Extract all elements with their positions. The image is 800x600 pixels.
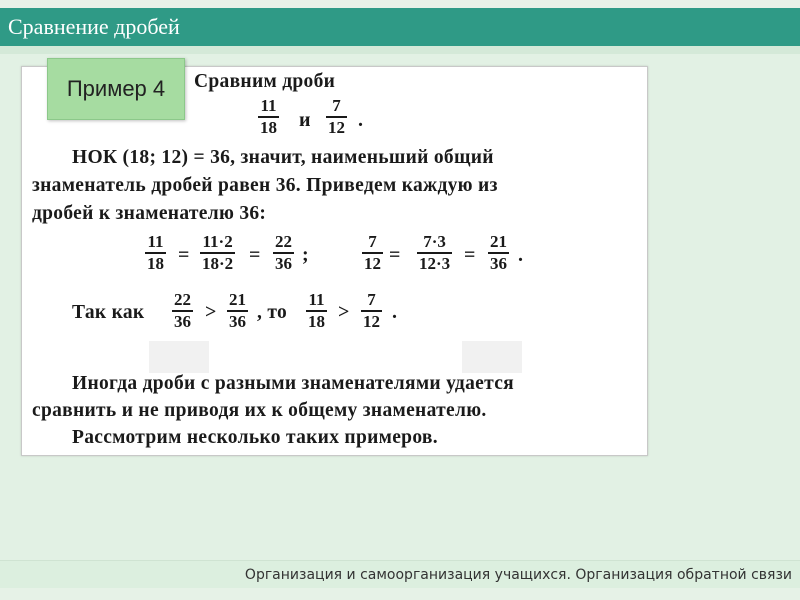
closing-line-3: Рассмотрим несколько таких примеров. <box>72 427 438 448</box>
fraction-numerator: 11 <box>147 232 164 251</box>
title-underband <box>0 46 800 54</box>
bottom-band <box>0 588 800 600</box>
greater-sign: > <box>205 301 217 323</box>
eq2-end: . <box>518 244 523 266</box>
since-fraction-2 <box>227 291 248 331</box>
fraction-numerator: 21 <box>490 232 507 251</box>
slide-title: Сравнение дробей <box>0 8 800 46</box>
fraction-denominator: 18 <box>260 118 277 137</box>
since-fraction-3 <box>306 291 327 331</box>
since-then: , то <box>257 302 288 323</box>
greater-sign: > <box>338 301 350 323</box>
fraction-denominator: 12·3 <box>419 254 451 273</box>
eq1-fraction-2 <box>200 233 235 273</box>
fraction-11-18 <box>258 97 279 137</box>
fraction-numerator: 7·3 <box>423 232 446 251</box>
eq2-fraction-1 <box>362 233 383 273</box>
faded-block <box>149 341 209 373</box>
nok-line-3: дробей к знаменателю 36: <box>32 203 267 224</box>
equals-sign: = <box>464 244 476 266</box>
fraction-denominator: 36 <box>174 312 191 331</box>
fraction-denominator: 36 <box>275 254 292 273</box>
fraction-numerator: 22 <box>275 232 292 251</box>
closing-line-1: Иногда дроби с разными знаменателями удается <box>72 373 515 394</box>
faded-block <box>462 341 522 373</box>
eq1-end: ; <box>302 244 309 266</box>
since-fraction-1 <box>172 291 193 331</box>
closing-line-2: сравнить и не приводя их к общему знаменателю. <box>32 400 487 421</box>
eq2-fraction-3 <box>488 233 509 273</box>
equals-sign: = <box>249 244 261 266</box>
fraction-denominator: 12 <box>328 118 345 137</box>
fraction-7-12 <box>326 97 347 137</box>
nok-line-2: знаменатель дробей равен 36. Приведем каждую из <box>32 175 498 196</box>
eq2-fraction-2 <box>417 233 452 273</box>
fraction-denominator: 18 <box>147 254 164 273</box>
eq1-fraction-1 <box>145 233 166 273</box>
nok-line-1: НОК (18; 12) = 36, значит, наименьший общий <box>72 147 494 168</box>
since-fraction-4 <box>361 291 382 331</box>
intro-period: . <box>358 109 363 131</box>
fraction-numerator: 11·2 <box>202 232 233 251</box>
fraction-numerator: 7 <box>332 96 341 115</box>
fraction-numerator: 22 <box>174 290 191 309</box>
since-end: . <box>392 301 397 323</box>
fraction-denominator: 18 <box>308 312 325 331</box>
fraction-numerator: 7 <box>367 290 376 309</box>
equals-sign: = <box>389 244 401 266</box>
textbook-excerpt-card <box>21 66 648 456</box>
footer-caption: Организация и самоорганизация учащихся. Организация обратной связи <box>0 560 800 588</box>
fraction-denominator: 18·2 <box>202 254 234 273</box>
fraction-denominator: 12 <box>364 254 381 273</box>
fraction-denominator: 12 <box>363 312 380 331</box>
fraction-denominator: 36 <box>490 254 507 273</box>
eq1-fraction-3 <box>273 233 294 273</box>
fraction-numerator: 11 <box>260 96 277 115</box>
fraction-denominator: 36 <box>229 312 246 331</box>
fraction-numerator: 21 <box>229 290 246 309</box>
fraction-numerator: 11 <box>308 290 325 309</box>
example-badge: Пример 4 <box>47 58 185 120</box>
and-word: и <box>299 109 311 131</box>
fraction-numerator: 7 <box>368 232 377 251</box>
since-lead: Так как <box>72 302 145 323</box>
equals-sign: = <box>178 244 190 266</box>
intro-text: Сравним дроби <box>194 71 336 92</box>
top-band <box>0 0 800 8</box>
